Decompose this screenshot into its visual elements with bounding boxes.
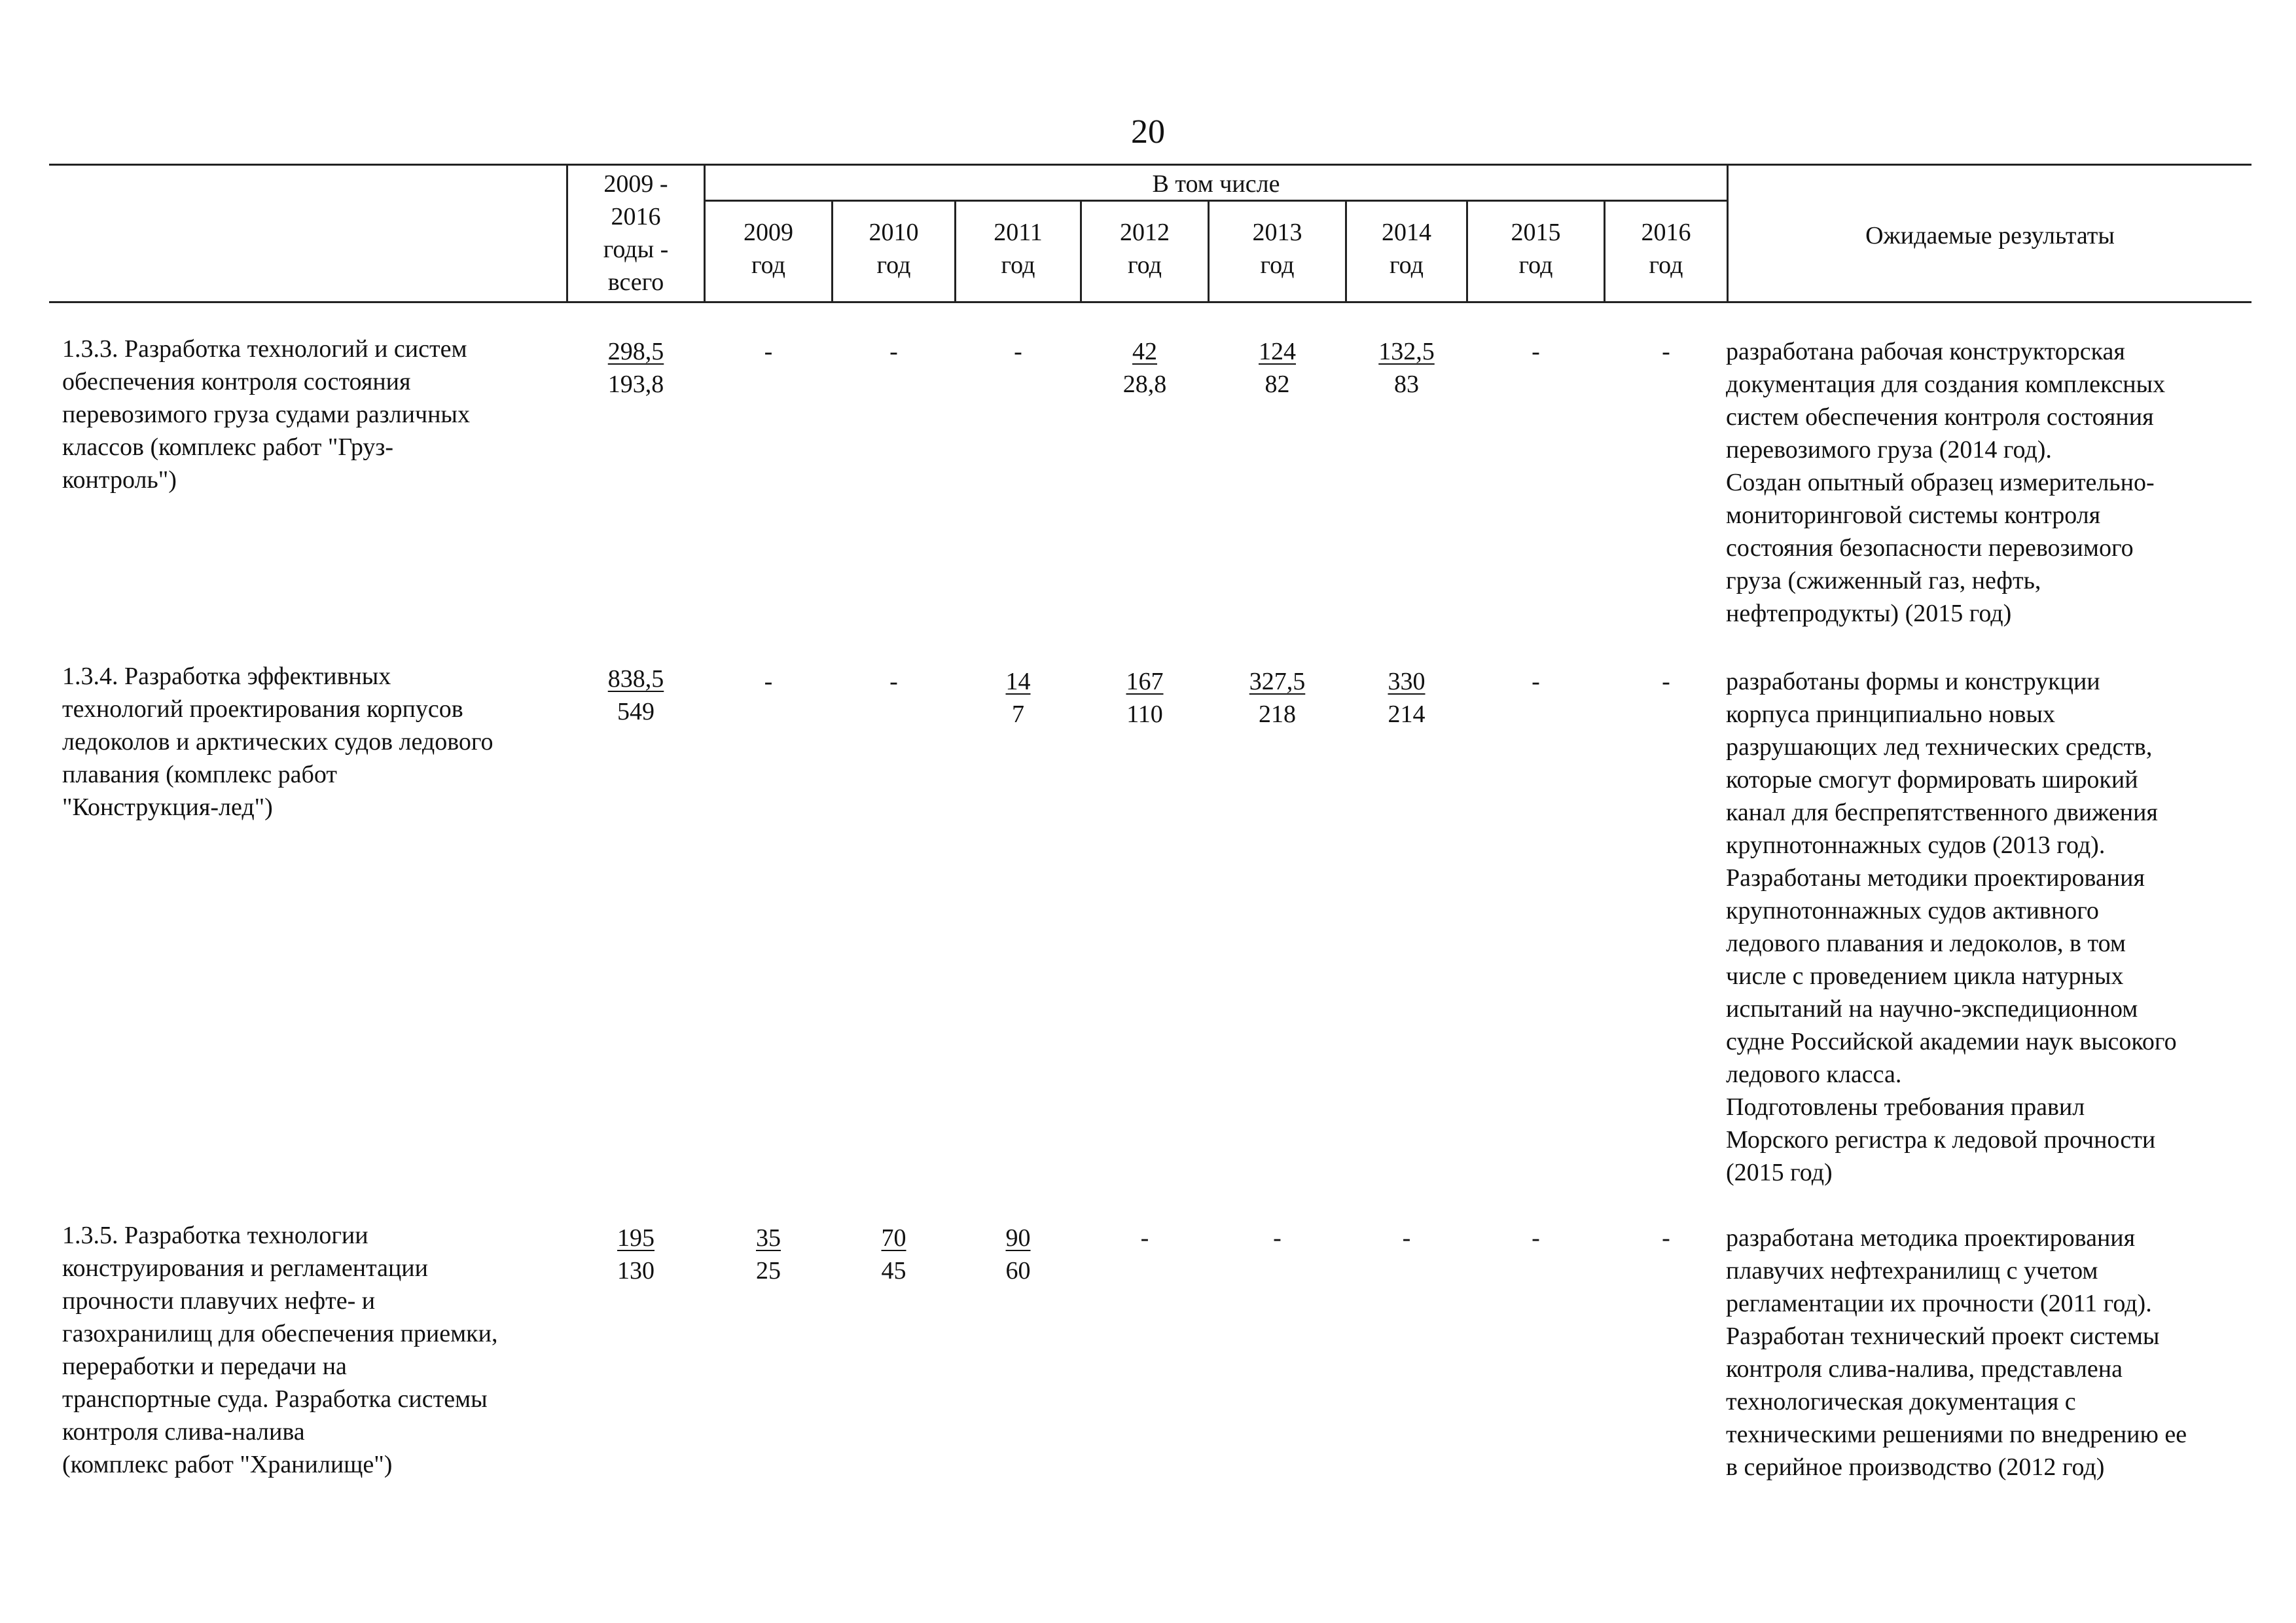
result-line: регламентации их прочности (2011 год). [1726,1290,2152,1317]
amount-total: 70 [881,1224,906,1252]
amount-budget: 7 [1012,701,1024,728]
amount-budget: 45 [881,1257,906,1285]
result-line: систем обеспечения контроля состояния [1726,403,2154,431]
result-line: канал для беспрепятственного движения [1726,799,2158,826]
row-1-results [1726,335,2250,630]
amount-budget: 218 [1259,701,1296,728]
row-3-2012 [1082,1222,1208,1254]
header-total-line: 2009 - [603,170,668,198]
result-line: технологическая документация с [1726,1388,2076,1415]
amount-total: - [764,338,773,365]
amount-budget: 83 [1394,371,1419,398]
header-total-line: годы - [603,236,669,263]
amount-total: 42 [1132,338,1157,365]
work-line: контроля слива-налива [62,1418,305,1446]
amount-total: 167 [1126,668,1164,695]
amount-total: - [764,668,773,695]
amount-budget: 60 [1005,1257,1031,1285]
work-line: прочности плавучих нефте- и [62,1287,376,1315]
work-line: плавания (комплекс работ [62,761,337,788]
row-2-work-title [62,660,560,824]
amount-budget: 214 [1388,701,1426,728]
row-1-2010 [833,335,954,368]
row-2-2015 [1468,665,1604,698]
work-line: 1.3.4. Разработка эффективных [62,663,391,690]
header-year-2010 [833,216,954,282]
amount-total: 838,5 [607,665,664,693]
row-1-2009 [706,335,831,368]
amount-budget: 193,8 [607,371,664,398]
header-year-value: 2010 [869,219,919,246]
amount-budget: 82 [1265,371,1290,398]
row-3-2009 [706,1222,831,1287]
row-1-2011 [956,335,1080,368]
amount-total: - [889,668,898,695]
amount-budget: 549 [617,698,655,725]
work-line: технологий проектирования корпусов [62,695,463,723]
header-year-unit: год [876,251,911,279]
work-line: переработки и передачи на [62,1353,347,1380]
header-year-unit: год [1260,251,1295,279]
row-2-2013 [1210,665,1345,731]
header-year-2013 [1210,216,1345,282]
work-line: перевозимого груза судами различных [62,401,470,428]
amount-total: - [1140,1224,1149,1252]
row-1-2013 [1210,335,1345,401]
row-3-2010 [833,1222,954,1287]
work-line: 1.3.3. Разработка технологий и систем [62,335,467,363]
header-total-line: всего [607,268,664,296]
row-2-2014 [1347,665,1466,731]
row-2-2010 [833,665,954,698]
amount-total: 327,5 [1249,668,1306,695]
amount-budget: 110 [1126,701,1163,728]
amount-total: 90 [1005,1224,1031,1252]
result-line: в серийное производство (2012 год) [1726,1453,2105,1481]
amount-total: - [1273,1224,1282,1252]
header-total [568,168,704,299]
work-line: "Конструкция-лед") [62,793,273,821]
header-year-2014 [1347,216,1466,282]
header-year-2009 [706,216,831,282]
result-line: контроля слива-налива, представлена [1726,1355,2123,1383]
row-1-total [568,335,704,401]
result-line: разработана рабочая конструкторская [1726,338,2125,365]
result-line: корпуса принципиально новых [1726,701,2056,728]
header-year-value: 2009 [744,219,793,246]
result-line: которые смогут формировать широкий [1726,766,2138,793]
header-year-value: 2011 [994,219,1043,246]
work-line: классов (комплекс работ "Груз- [62,433,394,461]
result-line: разработаны формы и конструкции [1726,668,2100,695]
result-line: (2015 год) [1726,1159,1833,1186]
result-line: мониторинговой системы контроля [1726,501,2101,529]
header-year-unit: год [1390,251,1424,279]
result-line: Разработаны методики проектирования [1726,864,2145,892]
result-line: ледового плавания и ледоколов, в том [1726,930,2126,957]
row-2-2011 [956,665,1080,731]
header-year-2016 [1605,216,1727,282]
header-including: В том числе [1152,170,1280,198]
header-year-2011 [956,216,1080,282]
amount-total: 195 [617,1224,655,1252]
amount-total: - [1014,338,1022,365]
row-3-2011 [956,1222,1080,1287]
work-line: 1.3.5. Разработка технологии [62,1222,368,1249]
result-line: нефтепродукты) (2015 год) [1726,600,2012,627]
result-line: крупнотоннажных судов (2013 год). [1726,831,2106,859]
header-year-2015 [1468,216,1604,282]
work-line: обеспечения контроля состояния [62,368,411,395]
amount-total: - [1532,668,1540,695]
row-2-2012 [1082,665,1208,731]
row-1-2014 [1347,335,1466,401]
row-3-total [568,1222,704,1287]
amount-total: - [1662,1224,1670,1252]
row-2-results [1726,665,2250,1189]
amount-total: 35 [756,1224,781,1252]
header-year-unit: год [1649,251,1683,279]
header-year-value: 2016 [1641,219,1691,246]
row-1-2015 [1468,335,1604,368]
work-line: газохранилищ для обеспечения приемки, [62,1320,498,1347]
result-line: Разработан технический проект системы [1726,1322,2160,1350]
header-total-line: 2016 [611,203,661,230]
result-line: документация для создания комплексных [1726,371,2166,398]
header-year-unit: год [1518,251,1553,279]
amount-total: 330 [1388,668,1426,695]
header-year-value: 2012 [1120,219,1170,246]
result-line: техническими решениями по внедрению ее [1726,1421,2187,1448]
header-year-unit: год [1128,251,1162,279]
row-3-work-title [62,1219,560,1481]
result-line: Морского регистра к ледовой прочности [1726,1126,2156,1154]
result-line: перевозимого груза (2014 год). [1726,436,2052,464]
row-3-results [1726,1222,2250,1484]
result-line: крупнотоннажных судов активного [1726,897,2099,924]
header-year-unit: год [1001,251,1035,279]
result-line: судне Российской академии наук высокого [1726,1028,2177,1055]
work-line: ледоколов и арктических судов ледового [62,728,493,756]
row-3-2015 [1468,1222,1604,1254]
header-year-value: 2013 [1252,219,1302,246]
amount-total: 298,5 [607,338,664,365]
work-line: транспортные суда. Разработка системы [62,1385,488,1413]
row-1-work-title [62,333,560,496]
amount-total: - [1532,1224,1540,1252]
work-line: (комплекс работ "Хранилище") [62,1451,393,1478]
header-results: Ожидаемые результаты [1865,222,2115,249]
header-year-2012 [1082,216,1208,282]
result-line: числе с проведением цикла натурных [1726,962,2124,990]
amount-total: - [1662,338,1670,365]
row-2-2009 [706,665,831,698]
row-3-2013 [1210,1222,1345,1254]
amount-total: 14 [1005,668,1031,695]
amount-total: - [1662,668,1670,695]
result-line: ледового класса. [1726,1061,1902,1088]
work-line: контроль") [62,466,177,494]
work-line: конструирования и регламентации [62,1254,428,1282]
amount-total: 124 [1259,338,1296,365]
amount-budget: 25 [756,1257,781,1285]
header-year-unit: год [751,251,785,279]
row-1-2012 [1082,335,1208,401]
row-1-2016 [1605,335,1727,368]
result-line: груза (сжиженный газ, нефть, [1726,567,2041,594]
amount-total: 132,5 [1378,338,1435,365]
row-3-2016 [1605,1222,1727,1254]
amount-budget: 28,8 [1122,371,1167,398]
result-line: разработана методика проектирования [1726,1224,2136,1252]
row-2-total [568,663,704,728]
row-2-2016 [1605,665,1727,698]
amount-total: - [1532,338,1540,365]
result-line: разрушающих лед технических средств, [1726,733,2153,761]
header-top-rule [49,164,2251,166]
result-line: испытаний на научно-экспедиционном [1726,995,2138,1023]
result-line: Создан опытный образец измерительно- [1726,469,2155,496]
header-bottom-rule [49,301,2251,303]
amount-total: - [889,338,898,365]
page-number: 20 [1131,113,1165,151]
header-year-value: 2014 [1382,219,1431,246]
result-line: плавучих нефтехранилищ с учетом [1726,1257,2098,1285]
header-year-value: 2015 [1511,219,1561,246]
result-line: Подготовлены требования правил [1726,1093,2085,1121]
amount-total: - [1402,1224,1411,1252]
result-line: состояния безопасности перевозимого [1726,534,2134,562]
amount-budget: 130 [617,1257,655,1285]
row-3-2014 [1347,1222,1466,1254]
